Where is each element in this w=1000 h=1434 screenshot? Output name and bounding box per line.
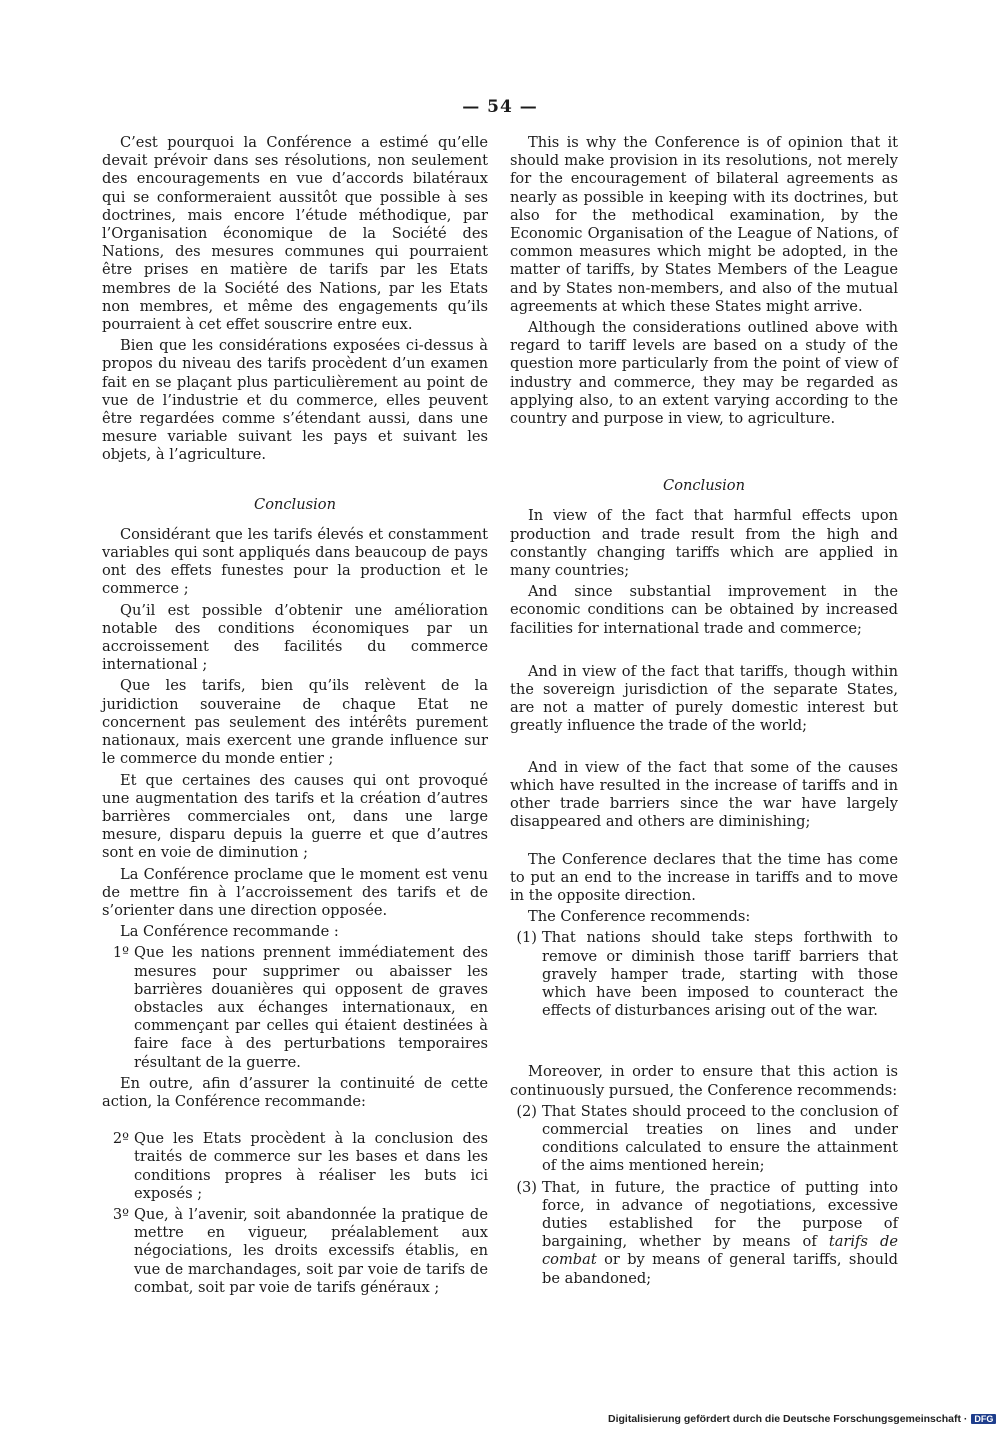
paragraph: This is why the Conference is of opinion that it should make provision in its resolutions, not merely for the encouragement of bilateral agreements as nearly as possible in keeping with its doctrines, but also for the methodical examination, by the Economic Organisation of the League of Nations, of common measures which might be adopted, in the matter of tariffs, by States Members of the League and by States non-members, and also of the mutual agreements at which these States might arrive. xyxy=(510,134,898,315)
item-text: That nations should take steps forthwith to remove or diminish those tariff barriers that gravely hamper trade, starting with those which have been imposed to counteract the effects of disturbances arising out of the war. xyxy=(542,929,898,1020)
list-item xyxy=(102,1206,488,1297)
item-number: 1º xyxy=(112,944,129,962)
paragraph: In view of the fact that harmful effects upon production and trade result from the high and constantly changing tariffs which are applied in many countries; xyxy=(510,507,898,580)
paragraph: La Conférence recommande : xyxy=(120,923,339,941)
section-heading: Conclusion xyxy=(663,477,745,495)
item-text-emphasis: tarifs de combat xyxy=(542,1233,898,1269)
list-item xyxy=(510,929,898,1020)
english-column xyxy=(510,134,898,1291)
item-text-part: That, in future, the practice of putting into force, in advance of negotiations, excessive duties established for the purpose of bargaining, whether by means of xyxy=(542,1178,898,1251)
paragraph: Although the considerations outlined above with regard to tariff levels are based on a study of the question more particularly from the point of view of industry and commerce, they may be regarded as applying also, to an extent varying according to the country and purpose in view, to agriculture. xyxy=(510,319,898,428)
paragraph: And since substantial improvement in the economic conditions can be obtained by increased facilities for international trade and commerce; xyxy=(510,583,898,637)
french-column xyxy=(102,134,488,1300)
list-item xyxy=(510,1179,898,1288)
list-item xyxy=(102,1130,488,1203)
paragraph: Bien que les considérations exposées ci-dessus à propos du niveau des tarifs procèdent d’un examen fait en se plaçant plus particulièrement au point de vue de l’industrie et du commerce, elles peuvent être regardées comme s’étendant aussi, dans une mesure variable suivant les pays et suivant les objets, à l’agriculture. xyxy=(102,337,488,464)
item-number: (3) xyxy=(516,1178,537,1196)
paragraph: En outre, afin d’assurer la continuité de cette action, la Conférence recommande: xyxy=(102,1074,488,1110)
item-text: Que les Etats procèdent à la conclusion des traités de commerce sur les bases et dans les conditions propres à réaliser les buts ici exposés ; xyxy=(134,1130,488,1202)
list-item xyxy=(510,1103,898,1176)
paragraph: Et que certaines des causes qui ont provoqué une augmentation des tarifs et la création d’autres barrières commerciales ont, dans une large mesure, disparu depuis la guerre et que d’autres sont en voie de diminution ; xyxy=(102,771,488,862)
dfg-logo: DFG xyxy=(971,1414,996,1424)
paragraph: La Conférence proclame que le moment est venu de mettre fin à l’accroissement des tarifs et de s’orienter dans une direction opposée. xyxy=(102,865,488,919)
item-text: Que les nations prennent immédiatement des mesures pour supprimer ou abaisser les barrières douanières qui opposent de graves obstacles aux échanges internationaux, en commençant par celles qui étaient destinées à faire face à des perturbations temporaires résultant de la guerre. xyxy=(134,944,488,1071)
item-text: Que, à l’avenir, soit abandonnée la pratique de mettre en vigueur, préalablement aux négociations, les droits excessifs établis, en vue de marchandages, soit par voie de tarifs de combat, soit par voie de tarifs généraux ; xyxy=(134,1205,488,1296)
item-text: That States should proceed to the conclusion of commercial treaties on lines and under conditions calculated to ensure the attainment of the aims mentioned herein; xyxy=(542,1102,898,1175)
paragraph: And in view of the fact that some of the causes which have resulted in the increase of tariffs and in other trade barriers since the war have largely disappeared and others are diminishing; xyxy=(510,758,898,831)
paragraph: The Conference recommends: xyxy=(528,908,751,926)
item-number: (2) xyxy=(516,1102,537,1120)
credit-text: Digitalisierung gefördert durch die Deutsche Forschungsgemeinschaft · xyxy=(608,1413,968,1425)
item-number: 2º xyxy=(112,1130,129,1148)
item-number: 3º xyxy=(112,1205,129,1223)
section-heading: Conclusion xyxy=(254,495,336,513)
paragraph: Considérant que les tarifs élevés et constamment variables qui sont appliqués dans beaucoup de pays ont des effets funestes pour la production et le commerce ; xyxy=(102,525,488,598)
item-text-part: or by means of general tariffs, should be abandoned; xyxy=(542,1251,898,1287)
list-item xyxy=(102,944,488,1071)
paragraph: The Conference declares that the time has come to put an end to the increase in tariffs and to move in the opposite direction. xyxy=(510,850,898,904)
paragraph: C’est pourquoi la Conférence a estimé qu’elle devait prévoir dans ses résolutions, non seulement des encouragements en vue d’accords bilatéraux qui se conformeraient aussitôt que possible à ses doctrines, mais encore l’étude méthodique, par l’Organisation économique de la Société des Nations, des mesures communes qui pourraient être prises en matière de tarifs par les Etats membres de la Société des Nations, par les Etats non membres, et même des engagements qu’ils pourraient à cet effet souscrire entre eux. xyxy=(102,134,488,334)
item-text xyxy=(542,1179,898,1288)
paragraph: Qu’il est possible d’obtenir une amélioration notable des conditions économiques par un accroissement des facilités du commerce international ; xyxy=(102,601,488,674)
item-number: (1) xyxy=(516,929,537,947)
paragraph: Moreover, in order to ensure that this action is continuously pursued, the Conference recommends: xyxy=(510,1063,898,1099)
digitization-credit xyxy=(608,1413,994,1425)
page-number: — 54 — xyxy=(462,97,538,117)
paragraph: Que les tarifs, bien qu’ils relèvent de la juridiction souveraine de chaque Etat ne concernent pas seulement des intérêts purement nationaux, mais exercent une grande influence sur le commerce du monde entier ; xyxy=(102,677,488,768)
paragraph: And in view of the fact that tariffs, though within the sovereign jurisdiction of the separate States, are not a matter of purely domestic interest but greatly influence the trade of the world; xyxy=(510,662,898,735)
